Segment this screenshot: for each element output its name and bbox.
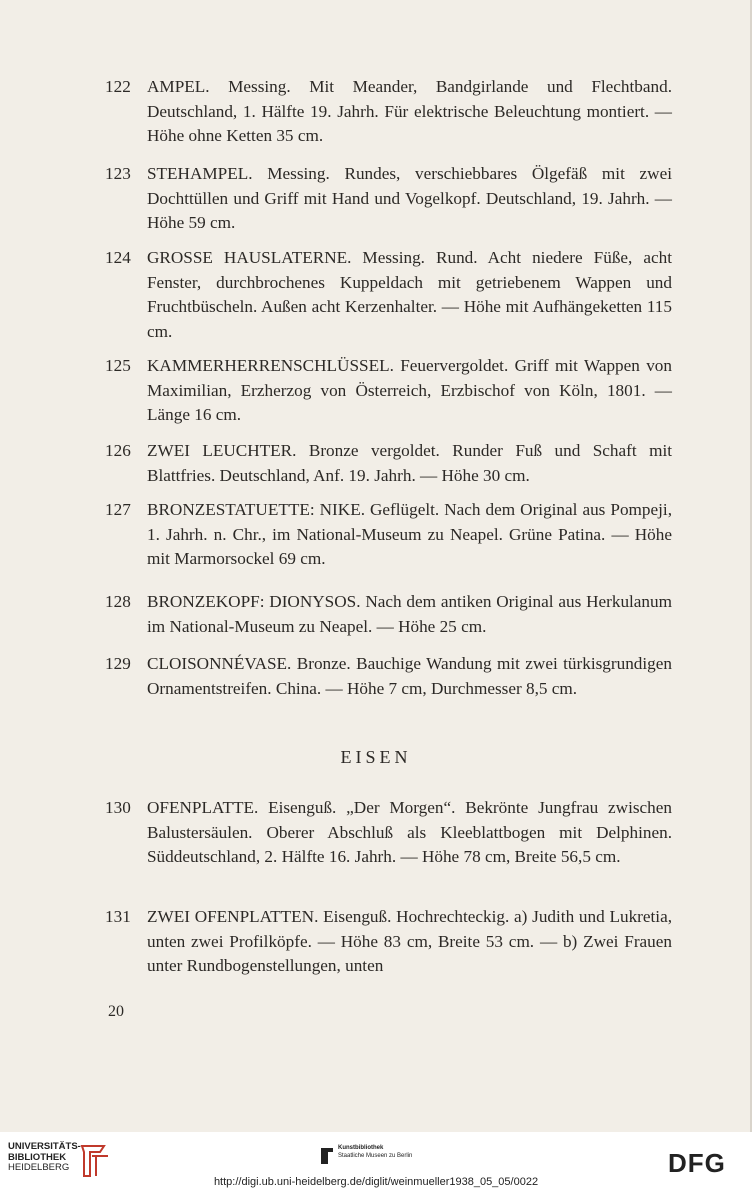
catalog-entry-126 (105, 439, 672, 488)
catalog-entry-124 (105, 246, 672, 344)
catalog-entry-130 (105, 796, 672, 870)
digitization-footer (0, 1132, 752, 1190)
catalog-entry-125 (105, 354, 672, 428)
entry-text: OFENPLATTE. Eisenguß. „Der Morgen“. Bekrönte Jungfrau zwischen Balustersäulen. Oberer Abschluß als Kleeblattbogen mit Delphinen. Süddeutschland, 2. Hälfte 16. Jahrh. — Höhe 78 cm, Breite 56,5 cm. (147, 798, 672, 866)
permalink-url[interactable]: http://digi.ub.uni-heidelberg.de/diglit/weinmueller1938_05_05/0022 (213, 1176, 539, 1188)
entry-number: 122 (105, 77, 131, 96)
catalog-entry-129 (105, 652, 672, 701)
entry-number: 131 (105, 907, 131, 926)
entry-number: 129 (105, 654, 131, 673)
kunstbibliothek-emblem-icon (320, 1146, 334, 1166)
entry-number: 130 (105, 798, 131, 817)
dfg-logo[interactable]: DFG (668, 1148, 726, 1178)
entry-number: 126 (105, 441, 131, 460)
entry-text: KAMMERHERRENSCHLÜSSEL. Feuervergoldet. Griff mit Wappen von Maximilian, Erzherzog von Österreich, Erzbischof von Köln, 1801. — Länge 16 cm. (147, 356, 672, 424)
catalog-entry-128 (105, 590, 672, 639)
entry-text: BRONZESTATUETTE: NIKE. Geflügelt. Nach dem Original aus Pompeji, 1. Jahrh. n. Chr., im National-Museum zu Neapel. Grüne Patina. — Höhe mit Marmorsockel 69 cm. (147, 500, 672, 568)
kunstbibliothek-logo[interactable] (320, 1144, 440, 1174)
entry-number: 124 (105, 248, 131, 267)
library-emblem-icon (78, 1142, 112, 1178)
catalog-entry-122 (105, 75, 672, 149)
section-heading: EISEN (340, 747, 412, 767)
entry-text: GROSSE HAUSLATERNE. Messing. Rund. Acht niedere Füße, acht Fenster, durchbrochenes Kuppeldach mit getriebenem Wappen und Fruchtbüscheln. Außen acht Kerzenhalter. — Höhe mit Aufhängeketten 115 cm. (147, 248, 672, 341)
kunstbibliothek-name: Kunstbibliothek Staatliche Museen zu Berlin (338, 1145, 413, 1159)
page-number: 20 (108, 1003, 124, 1020)
entry-text: ZWEI OFENPLATTEN. Eisenguß. Hochrechteckig. a) Judith und Lukretia, unten zwei Profilköpfe. — Höhe 83 cm, Breite 53 cm. — b) Zwei Frauen unter Rundbogenstellungen, unten (147, 907, 672, 975)
entry-number: 127 (105, 500, 131, 519)
heidelberg-library-logo[interactable] (8, 1142, 118, 1180)
catalog-entry-131 (105, 905, 672, 979)
library-name: UNIVERSITÄTS- BIBLIOTHEK HEIDELBERG (8, 1141, 81, 1173)
catalog-entry-123 (105, 162, 672, 236)
entry-text: CLOISONNÉVASE. Bronze. Bauchige Wandung mit zwei türkisgrundigen Ornamentstreifen. China. — Höhe 7 cm, Durchmesser 8,5 cm. (147, 654, 672, 698)
entry-text: AMPEL. Messing. Mit Meander, Bandgirlande und Flechtband. Deutschland, 1. Hälfte 19. Jahrh. Für elektrische Beleuchtung montiert. — Höhe ohne Ketten 35 cm. (147, 77, 672, 145)
entry-text: ZWEI LEUCHTER. Bronze vergoldet. Runder Fuß und Schaft mit Blattfries. Deutschland, Anf. 19. Jahrh. — Höhe 30 cm. (147, 441, 672, 485)
entry-text: STEHAMPEL. Messing. Rundes, verschiebbares Ölgefäß mit zwei Dochttüllen und Griff mit Hand und Vogelkopf. Deutschland, 19. Jahrh. — Höhe 59 cm. (147, 164, 672, 232)
entry-number: 123 (105, 164, 131, 183)
entry-number: 125 (105, 356, 131, 375)
entry-text: BRONZEKOPF: DIONYSOS. Nach dem antiken Original aus Herkulanum im National-Museum zu Neapel. — Höhe 25 cm. (147, 592, 672, 636)
entry-number: 128 (105, 592, 131, 611)
catalog-entry-127 (105, 498, 672, 572)
